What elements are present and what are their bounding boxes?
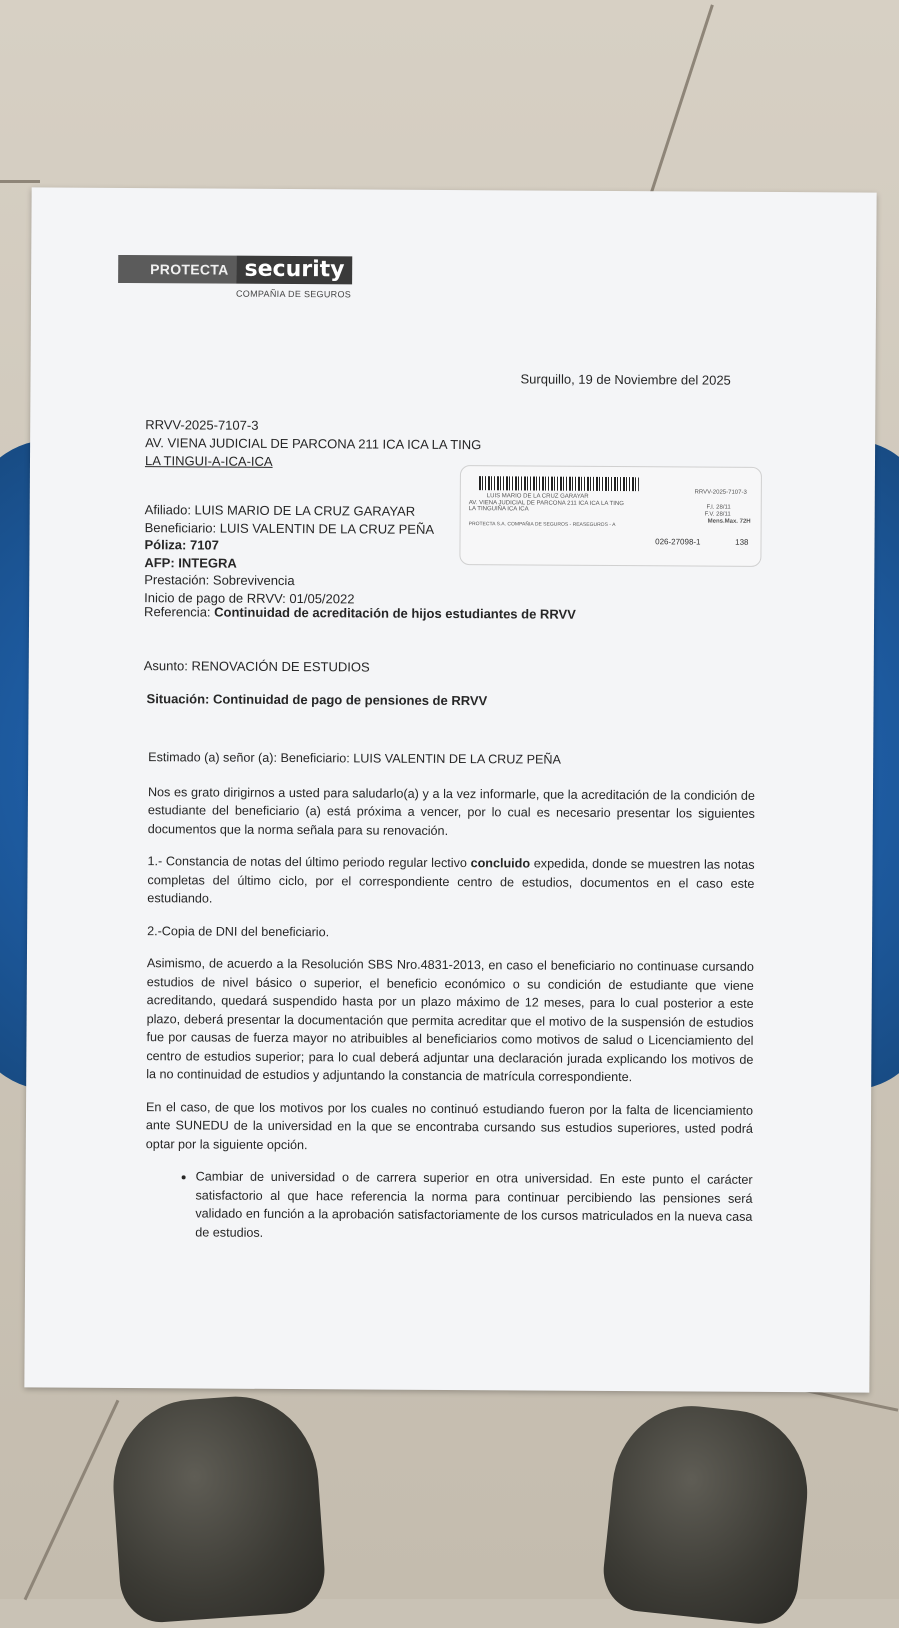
situacion-line: Situación: Continuidad de pago de pensiones de RRVV xyxy=(146,691,488,709)
referencia-line xyxy=(144,604,576,622)
left-shoe xyxy=(108,1391,328,1625)
letter-sheet xyxy=(24,187,876,1392)
logo-subtitle: COMPAÑIA DE SEGUROS xyxy=(235,288,352,300)
paragraph-intro: Nos es grato dirigirnos a usted para saludarlo(a) y a la vez informarle, que la acreditación de la condición de estudiante del beneficiario (a) está próxima a vencer, por lo cual es necesario presentar los siguientes documentos que la norma señala para su renovación. xyxy=(147,784,756,838)
letter-body xyxy=(145,748,755,1245)
logo-word-protecta: PROTECTA xyxy=(118,255,237,284)
recipient-address xyxy=(145,416,482,472)
asunto-label: Asunto: xyxy=(143,658,188,674)
label-message: Mens.Max. 72H xyxy=(707,518,751,525)
label-name: LUIS MARIO DE LA CRUZ GARAYAR xyxy=(486,493,589,500)
reference-code: RRVV-2025-7107-3 xyxy=(145,417,259,433)
label-company: PROTECTA S.A. COMPAÑIA DE SEGUROS - REASEGUROS - A xyxy=(468,521,616,529)
company-logo xyxy=(118,255,353,284)
requirement-1-bold: concluido xyxy=(470,856,531,871)
paragraph-resolution: Asimismo, de acuerdo a la Resolución SBS Nro.4831-2013, en caso el beneficiario no continuase cursando estudios de nivel básico o superior, el beneficio económico o su condición de estudiante que viene acreditando, quedará suspendido hasta por un plazo máximo de 12 meses, para lo cual posterior a este plazo, deberá presentar la documentación que permita acreditar que el motivo de la suspensión de estudios fue por causas de fuerza mayor no atribuibles al beneficiarios como motivos de salud o Licenciamiento del centro de estudios superior; para lo cual deberá adjuntar una declaración jurada explicando los motivos de la no continuidad de estudios y adjuntando la constancia de matrícula correspondiente. xyxy=(146,956,754,1085)
label-address-1: AV. VIENA JUDICIAL DE PARCONA 211 ICA ICA LA TING xyxy=(468,500,624,508)
requirement-1-start: 1.- Constancia de notas del último periodo regular lectivo xyxy=(147,854,467,871)
prestacion-line: Prestación: Sobrevivencia xyxy=(144,572,295,589)
requirement-1 xyxy=(147,852,754,911)
afiliado-line: Afiliado: LUIS MARIO DE LA CRUZ GARAYAR xyxy=(144,502,416,519)
letter-content xyxy=(24,187,876,1392)
greeting: Estimado (a) señor (a): Beneficiario: LUIS VALENTIN DE LA CRUZ PEÑA xyxy=(148,750,561,767)
requirement-2: 2.-Copia de DNI del beneficiario. xyxy=(147,923,330,939)
letter-date: Surquillo, 19 de Noviembre del 2025 xyxy=(520,371,731,388)
inicio-line: Inicio de pago de RRVV: 01/05/2022 xyxy=(144,589,355,606)
referencia-text: Continuidad de acreditación de hijos estudiantes de RRVV xyxy=(214,604,576,622)
option-item: • Cambiar de universidad o de carrera superior en otra universidad. En este punto el carácter satisfactorio al que hace referencia la norma para continuar percibiendo las pensiones será validado en función a la aprobación satisfactoriamente de los cursos matriculados en la nueva casa de estudios. xyxy=(195,1167,752,1244)
street-line: AV. VIENA JUDICIAL DE PARCONA 211 ICA ICA LA TING xyxy=(145,435,482,453)
asunto-text: RENOVACIÓN DE ESTUDIOS xyxy=(191,658,370,675)
logo-word-security: security xyxy=(236,256,352,285)
option-list xyxy=(145,1167,752,1245)
label-number: 026-27098-1 xyxy=(655,537,701,547)
label-address-2: LA TINGUIÑA ICA ICA xyxy=(468,506,529,513)
paragraph-sunedu: En el caso, de que los motivos por los cuales no continuó estudiando fueron por la falta de licenciamiento ante SUNEDU de la universidad en la que se encontraba cursando sus estudios superiores, usted podrá optar por la siguiente opción. xyxy=(145,1099,754,1152)
label-fi: F.I. 28/11 xyxy=(706,504,731,511)
afp-line: AFP: INTEGRA xyxy=(144,554,237,571)
beneficiario-line: Beneficiario: LUIS VALENTIN DE LA CRUZ PEÑA xyxy=(144,519,435,537)
tile-seam xyxy=(0,180,40,183)
label-count: 138 xyxy=(735,537,749,547)
mailing-label xyxy=(459,465,762,567)
city-line: LA TINGUI-A-ICA-ICA xyxy=(144,453,273,469)
barcode xyxy=(479,476,639,491)
label-fv: F.V. 28/11 xyxy=(704,511,731,518)
label-code: RRVV-2025-7107-3 xyxy=(694,489,747,496)
asunto-line xyxy=(144,658,370,674)
referencia-label: Referencia: xyxy=(144,604,211,620)
requirement-1-end: expedida, donde se muestren las notas completas del último ciclo, por el correspondiente centro de estudios, documentos en el caso este estudiando. xyxy=(147,856,755,906)
poliza-line: Póliza: 7107 xyxy=(144,537,219,553)
policy-info xyxy=(144,501,434,608)
